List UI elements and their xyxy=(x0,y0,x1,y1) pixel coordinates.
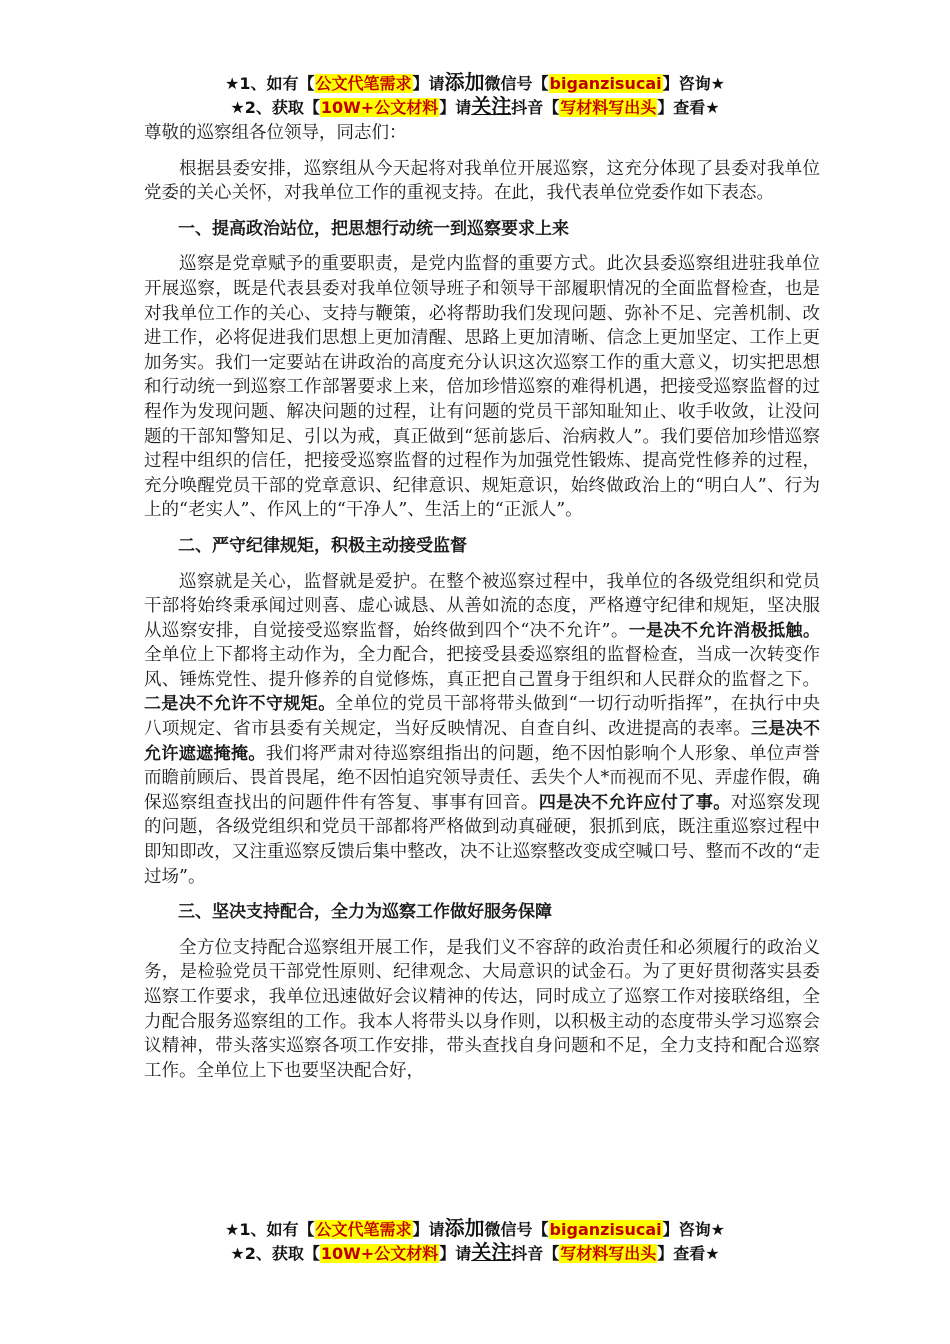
document-body xyxy=(144,121,820,1083)
paragraph-text: 巡察就是关心，监督就是爱护。在整个被巡察过程中，我单位的各级党组织和党员干部将始终秉承闻过则喜、虚心诚恳、从善如流的态度，严格遵守纪律和规矩，坚决服从巡察安排，自觉接受巡察监督，始终做到四个“决不允许”。 xyxy=(144,571,820,641)
banner-highlight: biganzisucai xyxy=(549,1220,662,1239)
banner-text: 】咨询★ xyxy=(662,1220,725,1239)
banner-highlight: 公文代笔需求 xyxy=(315,74,412,93)
banner-text: 】咨询★ xyxy=(662,74,725,93)
banner-line-2 xyxy=(0,1240,950,1264)
section-paragraph-1: 巡察是党章赋予的重要职责，是党内监督的重要方式。此次县委巡察组进驻我单位开展巡察，既是代表县委对我单位领导班子和领导干部履职情况的全面监督检查，也是对我单位工作的关心、支持与鞭策，必将帮助我们发现问题、弥补不足、完善机制、改进工作，必将促进我们思想上更加清醒、思路上更加清晰、信念上更加坚定、工作上更加务实。我们一定要站在讲政治的高度充分认识这次巡察工作的重大意义，切实把思想和行动统一到巡察工作部署要求上来，倍加珍惜巡察的难得机遇，把接受巡察监督的过程作为发现问题、解决问题的过程，让有问题的党员干部知耻知止、收手收敛，让没问题的干部知警知足、引以为戒，真正做到“惩前毖后、治病救人”。我们要倍加珍惜巡察过程中组织的信任，把接受巡察监督的过程作为加强党性锻炼、提高党性修养的过程，充分唤醒党员干部的党章意识、纪律意识、规矩意识，始终做政治上的“明白人”、行为上的“老实人”、作风上的“干净人”、生活上的“正派人”。 xyxy=(144,254,820,521)
section-heading-3: 三、坚决支持配合，全力为巡察工作做好服务保障 xyxy=(178,902,552,923)
banner-highlight: 10W+公文材料 xyxy=(320,98,439,117)
banner-text: 抖音【 xyxy=(511,98,560,117)
banner-highlight: 写材料写出头 xyxy=(560,98,657,117)
banner-text: 抖音【 xyxy=(511,1244,560,1263)
banner-highlight: 写材料写出头 xyxy=(560,1244,657,1263)
banner-text: 】请 xyxy=(412,74,445,93)
banner-text: 】请 xyxy=(412,1220,445,1239)
banner-line-1 xyxy=(0,70,950,94)
banner-line-1 xyxy=(0,1216,950,1240)
banner-text: ★2、获取【 xyxy=(230,98,320,117)
banner-highlight: 公文代笔需求 xyxy=(315,1220,412,1239)
paragraph-text: 对巡察发现的问题，各级党组织和党员干部都将严格做到动真碰硬，狠抓到底，既注重巡察过程中即知即改，又注重巡察反馈后集中整改，决不让巡察整改变成空喊口号、整而不改的“走过场”。 xyxy=(144,792,821,887)
banner-text: ★1、如有【 xyxy=(225,74,315,93)
banner-text: 】请 xyxy=(439,98,472,117)
section-paragraph-3: 全方位支持配合巡察组开展工作，是我们义不容辞的政治责任和必须履行的政治义务，是检验党员干部党性原则、纪律观念、大局意识的试金石。为了更好贯彻落实县委巡察工作要求，我单位迅速做好会议精神的传达，同时成立了巡察工作对接联络组，全力配合服务巡察组的工作。我本人将带头以身作则，以积极主动的态度带头学习巡察会议精神，带头落实巡察各项工作安排，带头查找自身问题和不足，全力支持和配合巡察工作。全单位上下也要坚决配合好， xyxy=(144,937,820,1081)
bold-phrase: 四是决不允许应付了事。 xyxy=(538,792,731,813)
section-heading-2: 二、严守纪律规矩，积极主动接受监督 xyxy=(178,535,467,556)
banner-text: ★1、如有【 xyxy=(225,1220,315,1239)
intro-paragraph: 根据县委安排，巡察组从今天起将对我单位开展巡察，这充分体现了县委对我单位党委的关心关怀，对我单位工作的重视支持。在此，我代表单位党委作如下表态。 xyxy=(144,158,820,204)
banner-text: 微信号【 xyxy=(484,1220,549,1239)
top-banner xyxy=(0,70,950,118)
bold-phrase: 三是决不允许遮遮掩掩。 xyxy=(144,719,821,764)
banner-line-2 xyxy=(0,94,950,118)
banner-emphasis: 添加 xyxy=(444,1216,485,1240)
banner-emphasis: 关注 xyxy=(471,1240,512,1264)
banner-text: 微信号【 xyxy=(484,74,549,93)
bold-phrase: 二是决不允许不守规矩。 xyxy=(144,694,336,715)
banner-highlight: 10W+公文材料 xyxy=(320,1244,439,1263)
banner-text: ★2、获取【 xyxy=(230,1244,320,1263)
bottom-banner xyxy=(0,1216,950,1264)
section-heading-1: 一、提高政治站位，把思想行动统一到巡察要求上来 xyxy=(178,218,569,239)
banner-emphasis: 添加 xyxy=(444,70,485,94)
paragraph-text: 全单位的党员干部将带头做到“一切行动听指挥”，在执行中央八项规定、省市县委有关规定，当好反映情况、自查自纠、改进提高的表率。 xyxy=(144,694,820,740)
paragraph-text: 全单位上下都将主动作为，全力配合，把接受县委巡察组的监督检查，当成一次转变作风、锤炼党性、提升修养的自觉修炼，真正把自己置身于组织和人民群众的监督之下。 xyxy=(144,645,820,690)
bold-phrase: 一是决不允许消极抵触。 xyxy=(628,620,820,641)
banner-text: 】请 xyxy=(439,1244,472,1263)
banner-text: 】查看★ xyxy=(657,1244,720,1263)
banner-text: 】查看★ xyxy=(657,98,720,117)
paragraph-text: 我们将严肃对待巡察组指出的问题，绝不因怕影响个人形象、单位声誉而瞻前顾后、畏首畏尾，绝不因怕追究领导责任、丢失个人*而视而不见、弄虚作假，确保巡察组查找出的问题件件有答复、事事有回音。 xyxy=(144,743,821,813)
banner-highlight: biganzisucai xyxy=(549,74,662,93)
greeting: 尊敬的巡察组各位领导，同志们： xyxy=(144,123,407,143)
banner-emphasis: 关注 xyxy=(471,94,512,118)
section-paragraph-2 xyxy=(144,570,820,890)
